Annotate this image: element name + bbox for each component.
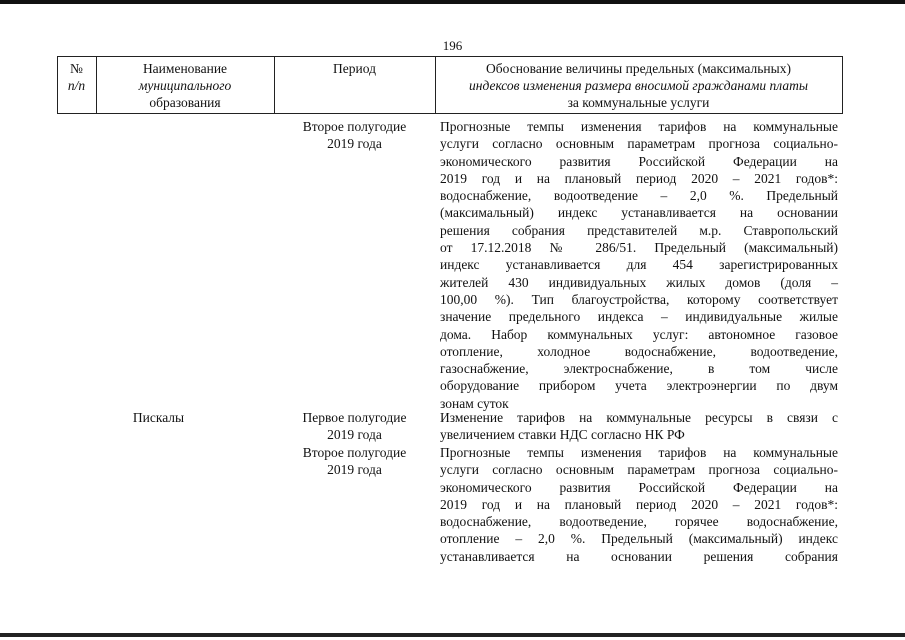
row1-text-line: дома. Набор коммунальных услуг: автономное газовое [440,326,838,342]
row1-text-line: 2019 год и на плановый период 2020 – 2021 годов*: [440,170,838,186]
row1-text-line: индекс устанавливается для 454 зарегистрированных [440,257,838,273]
row2-second-text-line: отопление – 2,0 %. Предельный (максимальный) индекс [440,531,838,547]
bottom-border [0,633,905,637]
header-justification-line-3: за коммунальные услуги [567,95,710,110]
row2-first-text-line: увеличением ставки НДС согласно НК РФ [440,427,685,443]
header-municipality [96,60,274,111]
row1-text-line: отопление, холодное водоснабжение, водоотведение, [440,343,838,359]
header-period [274,60,435,77]
row2-period-first-line-2: 2019 года [327,427,382,443]
row2-second-text-line: Прогнозные темпы изменения тарифов на коммунальные [440,445,838,460]
row1-period [274,118,435,153]
top-border [0,0,905,4]
header-num [57,60,96,94]
row2-period-first-line-1: Первое полугодие [302,410,407,425]
row1-text-line: значение предельного индекса – индивидуальные жилые [440,309,838,325]
row1-text-line: (максимальный) индекс устанавливается на основании [440,205,838,221]
row1-period-line-2: 2019 года [327,136,382,152]
row1-text-line: оборудование прибором учета электроэнергии по двум [440,378,838,394]
row2-period-first [274,409,435,444]
header-num-line-1: № [70,61,83,76]
row2-second-text-line: устанавливается на основании решения собрания [440,548,838,564]
row1-text-line: зонам суток [440,395,509,411]
row1-text-line: экономического развития Российской Федерации на [440,153,838,169]
table-top-line [57,56,843,57]
header-municipality-line-1: Наименование [142,61,228,76]
header-municipality-line-2: муниципального [138,78,232,93]
header-justification-line-2: индексов изменения размера вносимой гражданами платы [469,78,808,93]
row1-text-line: от 17.12.2018 № 286/51. Предельный (максимальный) [440,240,838,256]
header-num-line-2: п/п [67,78,86,93]
header-justification-line-1: Обоснование величины предельных (максимальных) [486,61,791,76]
row2-period-second-line-1: Второе полугодие [302,445,407,460]
row2-municipality-name: Пискалы [132,410,185,425]
row1-period-line-1: Второе полугодие [302,119,407,134]
row1-text-line: водоснабжение, водоотведение – 2,0 %. Предельный [440,188,838,204]
row2-second-text-line: экономического развития Российской Федерации на [440,479,838,495]
row1-text-line: решения собрания представителей м.р. Ставропольский [440,222,838,238]
row2-justification-first [440,409,838,444]
row2-second-text-line: услуги согласно основным параметрам прогноза социально- [440,462,838,478]
row2-period-second [274,444,435,479]
header-municipality-line-3: образования [149,95,221,110]
row2-period-second-line-2: 2019 года [327,462,382,478]
header-bottom-line [57,113,843,114]
row1-text-line: 100,00 %). Тип благоустройства, которому соответствует [440,291,838,307]
row1-justification-text [440,118,838,412]
row1-text-line: Прогнозные темпы изменения тарифов на коммунальные [440,119,838,134]
row1-text-line: жителей 430 индивидуальных жилых домов (доля – [440,274,838,290]
header-period-label: Период [333,61,376,76]
row2-justification-second [440,444,838,565]
header-justification [435,60,842,111]
row2-first-text-line: Изменение тарифов на коммунальные ресурсы в связи с [440,410,838,425]
page-number: 196 [442,38,463,53]
row2-second-text-line: 2019 год и на плановый период 2020 – 2021 годов*: [440,496,838,512]
col-line-4 [842,56,843,114]
row1-text-line: услуги согласно основным параметрам прогноза социально- [440,136,838,152]
row1-text-line: газоснабжение, электроснабжение, в том числе [440,361,838,377]
row2-second-text-line: водоснабжение, водоотведение, горячее водоснабжение, [440,514,838,530]
